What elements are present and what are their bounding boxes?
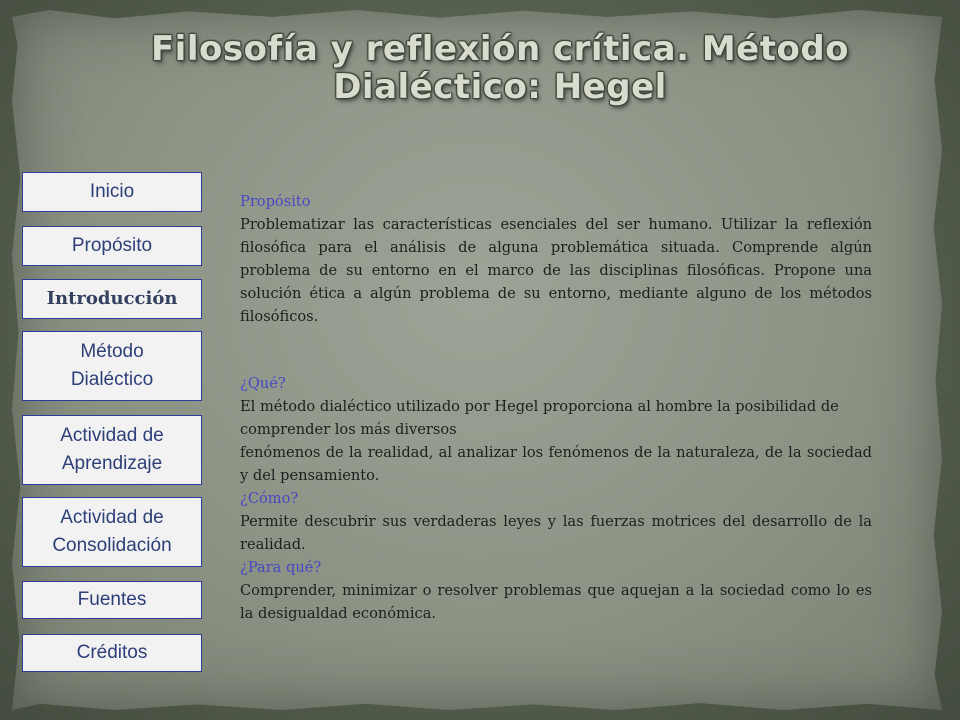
nav-button-metodo-dialectico[interactable]: Método Dialéctico	[22, 331, 202, 401]
nav-button-proposito[interactable]: Propósito	[22, 226, 202, 266]
nav-button-inicio[interactable]: Inicio	[22, 172, 202, 212]
para-que-text: Comprender, minimizar o resolver problemas que aquejan a la sociedad como lo es la desigualdad económica.	[240, 582, 872, 622]
como-heading: ¿Cómo?	[240, 490, 299, 507]
main-content	[240, 190, 872, 625]
proposito-heading: Propósito	[240, 193, 311, 210]
como-text: Permite descubrir sus verdaderas leyes y las fuerzas motrices del desarrollo de la realidad.	[240, 513, 872, 553]
proposito-text: Problematizar las características esenciales del ser humano. Utilizar la reflexión filosófica para el análisis de alguna problemática situada. Comprende algún problema de su entorno en el marco de las disciplinas filosóficas. Propone una solución ética a algún problema de su entorno, mediante alguno de los métodos filosóficos.	[240, 216, 872, 325]
nav-button-fuentes[interactable]: Fuentes	[22, 581, 202, 619]
nav-button-actividad-consolidacion[interactable]: Actividad de Consolidación	[22, 497, 202, 567]
que-text-1: El método dialéctico utilizado por Hegel proporciona al hombre la posibilidad de comprender los más diversos	[240, 398, 839, 438]
nav-button-creditos[interactable]: Créditos	[22, 634, 202, 672]
nav-button-introduccion[interactable]: Introducción	[22, 279, 202, 319]
que-heading: ¿Qué?	[240, 375, 286, 392]
para-que-heading: ¿Para qué?	[240, 559, 322, 576]
page-title: Filosofía y reflexión crítica. Método Dialéctico: Hegel	[150, 29, 850, 107]
que-text-2: fenómenos de la realidad, al analizar los fenómenos de la naturaleza, de la sociedad y del pensamiento.	[240, 444, 872, 484]
section-spacer	[240, 328, 872, 372]
nav-button-actividad-aprendizaje[interactable]: Actividad de Aprendizaje	[22, 415, 202, 485]
